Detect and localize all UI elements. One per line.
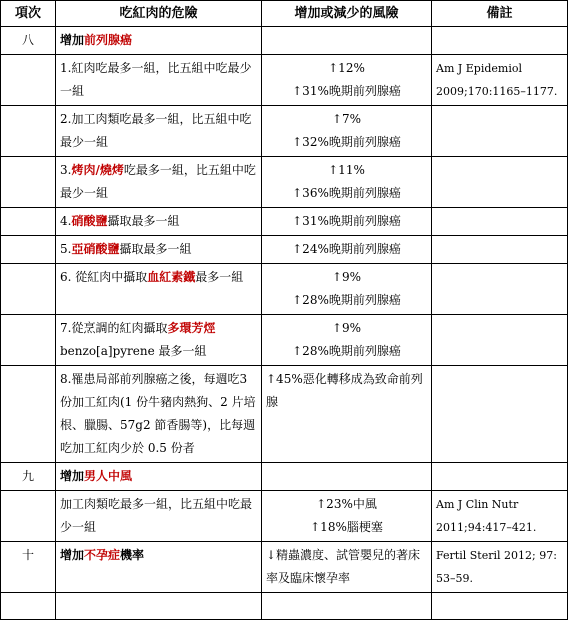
table-row <box>1 208 568 236</box>
risk-line: ↑28%晚期前列腺癌 <box>292 293 401 307</box>
section-title-highlight: 男人中風 <box>84 469 133 483</box>
citation-note: Am J Epidemiol 2009;170:1165–1177. <box>432 55 568 106</box>
risk-item: 1.紅肉吃最多一組，比五組中吃最少一組 <box>56 55 262 106</box>
risk-line: ↑9% <box>331 270 362 284</box>
risk-line: ↑23%中風 <box>316 497 377 511</box>
item-text: 6. 從紅肉中攝取 <box>60 270 148 284</box>
section-title <box>56 542 262 593</box>
item-text: 最多一組 <box>195 270 244 284</box>
item-text: 3. <box>60 163 72 177</box>
table-row <box>1 315 568 366</box>
risk-line: ↑12% <box>328 61 365 75</box>
risk-line: ↑32%晚期前列腺癌 <box>292 135 401 149</box>
empty-cell <box>432 27 568 55</box>
risk-item <box>56 157 262 208</box>
empty-cell <box>262 27 432 55</box>
empty-cell <box>1 593 56 620</box>
risk-line: ↑31%晚期前列腺癌 <box>292 84 401 98</box>
item-text: 吃最多一組，比五組中吃最少一組 <box>60 163 256 200</box>
empty-cell <box>1 157 56 208</box>
citation-note <box>432 264 568 315</box>
empty-cell <box>1 55 56 106</box>
citation-note <box>432 106 568 157</box>
risk-change: ↑24%晚期前列腺癌 <box>262 236 432 264</box>
citation-note <box>432 208 568 236</box>
empty-cell <box>1 106 56 157</box>
table-row <box>1 157 568 208</box>
table-row <box>1 236 568 264</box>
empty-cell <box>262 593 432 620</box>
empty-cell <box>56 593 262 620</box>
empty-cell <box>1 315 56 366</box>
risk-change <box>262 55 432 106</box>
section-title-highlight: 前列腺癌 <box>84 33 133 47</box>
section-index: 十 <box>1 542 56 593</box>
risk-change <box>262 491 432 542</box>
item-highlight: 多環芳烴 <box>167 321 216 335</box>
citation-note <box>432 315 568 366</box>
empty-cell <box>1 366 56 463</box>
risk-change <box>262 315 432 366</box>
risk-item <box>56 315 262 366</box>
empty-cell <box>432 463 568 491</box>
risk-line: ↑11% <box>328 163 365 177</box>
section-title-suffix: 機率 <box>120 548 145 562</box>
citation-note <box>432 236 568 264</box>
risk-line: ↑18%腦梗塞 <box>310 520 383 534</box>
table-row <box>1 55 568 106</box>
item-highlight: 血紅素鐵 <box>147 270 196 284</box>
table-row <box>1 491 568 542</box>
risk-item: 8.罹患局部前列腺癌之後，每週吃3 份加工紅肉(1 份牛豬肉熱狗、2 片培根、臘腸、57g2 節香腸等)，比每週吃加工紅肉少於 0.5 份者 <box>56 366 262 463</box>
risk-change <box>262 157 432 208</box>
section-row <box>1 542 568 593</box>
item-text: 攝取最多一組 <box>107 214 180 228</box>
section-title <box>56 463 262 491</box>
section-title-prefix: 增加 <box>60 33 85 47</box>
item-highlight: 亞硝酸鹽 <box>71 242 120 256</box>
header-index: 項次 <box>1 1 56 27</box>
item-text: benzo[a]pyrene 最多一組 <box>60 344 207 358</box>
item-text: 攝取最多一組 <box>119 242 192 256</box>
header-risk-item: 吃紅肉的危險 <box>56 1 262 27</box>
section-row <box>1 463 568 491</box>
risk-change: ↑31%晚期前列腺癌 <box>262 208 432 236</box>
item-highlight: 烤肉/燒烤 <box>71 163 124 177</box>
section-title-prefix: 增加 <box>60 548 85 562</box>
risk-change: ↑45%惡化轉移成為致命前列腺 <box>262 366 432 463</box>
risk-item: 加工肉類吃最多一組，比五組中吃最少一組 <box>56 491 262 542</box>
header-risk-change: 增加或減少的風險 <box>262 1 432 27</box>
risk-item <box>56 208 262 236</box>
table-header-row <box>1 1 568 27</box>
header-note: 備註 <box>432 1 568 27</box>
section-index: 九 <box>1 463 56 491</box>
risk-line: ↑28%晚期前列腺癌 <box>292 344 401 358</box>
table-row <box>1 366 568 463</box>
risk-line: ↑9% <box>331 321 362 335</box>
item-text: 5. <box>60 242 72 256</box>
section-index: 八 <box>1 27 56 55</box>
empty-cell <box>262 463 432 491</box>
risk-item: 2.加工肉類吃最多一組，比五組中吃最少一組 <box>56 106 262 157</box>
section-title-prefix: 增加 <box>60 469 85 483</box>
item-text: 4. <box>60 214 72 228</box>
risk-change <box>262 264 432 315</box>
empty-cell <box>1 208 56 236</box>
citation-note <box>432 366 568 463</box>
item-highlight: 硝酸鹽 <box>71 214 108 228</box>
risk-item <box>56 236 262 264</box>
citation-note: Am J Clin Nutr 2011;94:417–421. <box>432 491 568 542</box>
table-row <box>1 106 568 157</box>
section-title <box>56 27 262 55</box>
risk-line: ↑36%晚期前列腺癌 <box>292 186 401 200</box>
empty-cell <box>1 264 56 315</box>
risk-change: ↓精蟲濃度、試管嬰兒的著床率及臨床懷孕率 <box>262 542 432 593</box>
risk-line: ↑7% <box>331 112 362 126</box>
citation-note <box>432 157 568 208</box>
section-title-highlight: 不孕症 <box>84 548 121 562</box>
item-text: 7.從烹調的紅肉攝取 <box>60 321 168 335</box>
table-row <box>1 264 568 315</box>
section-row <box>1 27 568 55</box>
empty-cell <box>432 593 568 620</box>
empty-cell <box>1 236 56 264</box>
empty-cell <box>1 491 56 542</box>
risk-item <box>56 264 262 315</box>
citation-note: Fertil Steril 2012; 97: 53–59. <box>432 542 568 593</box>
blank-row <box>1 593 568 620</box>
risk-change <box>262 106 432 157</box>
